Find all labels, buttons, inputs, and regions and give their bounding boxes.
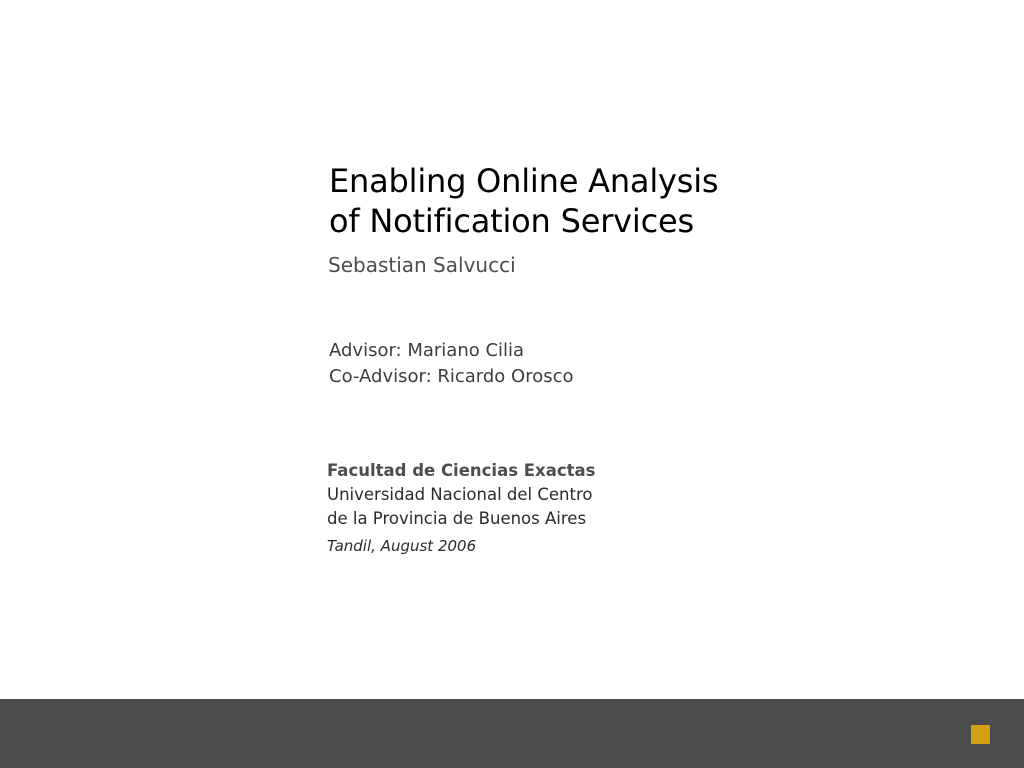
title-line-2: of Notification Services xyxy=(329,202,694,240)
author-name: Sebastian Salvucci xyxy=(328,253,516,277)
place-date: Tandil, August 2006 xyxy=(327,537,477,555)
accent-square-icon xyxy=(971,725,990,744)
institution-block xyxy=(327,459,595,557)
title-line-1: Enabling Online Analysis xyxy=(329,162,719,200)
co-advisor-line: Co-Advisor: Ricardo Orosco xyxy=(329,366,574,387)
university-line-2: de la Provincia de Buenos Aires xyxy=(327,509,587,528)
advisors-block xyxy=(329,338,574,390)
university-line-1: Universidad Nacional del Centro xyxy=(327,485,593,504)
advisor-line: Advisor: Mariano Cilia xyxy=(329,340,525,361)
footer-bar xyxy=(0,699,1024,768)
presentation-title xyxy=(329,161,929,241)
faculty-name: Facultad de Ciencias Exactas xyxy=(327,461,596,480)
